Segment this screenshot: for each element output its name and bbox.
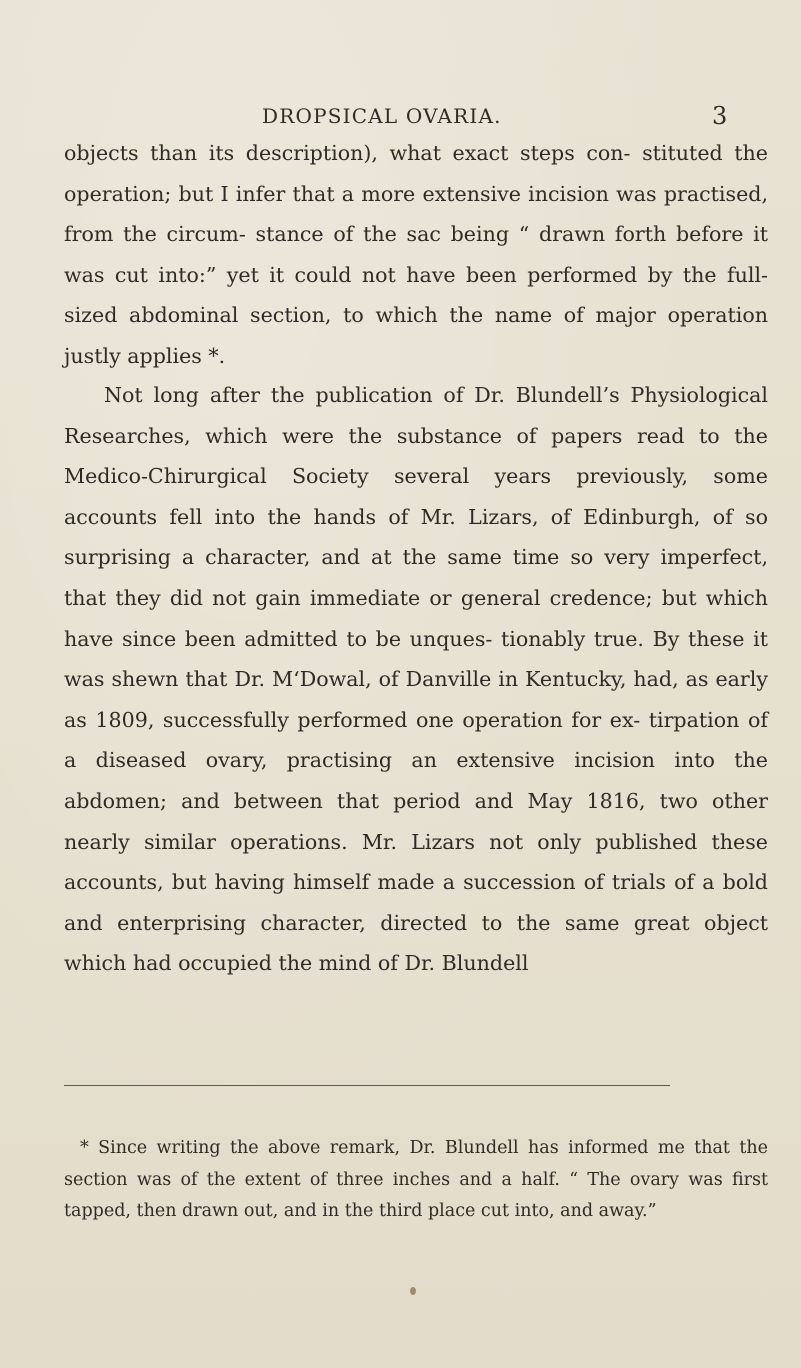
running-title: DROPSICAL OVARIA. — [262, 104, 502, 128]
ink-speck — [410, 1287, 416, 1295]
footnote: * Since writing the above remark, Dr. Blundell has informed me that the section was of the extent of three inches and a half. “ The ovary was first tapped, then drawn out, and in the third place cut into, and away.” — [64, 1138, 768, 1221]
page-number: 3 — [712, 102, 728, 130]
footnote-divider — [64, 1085, 670, 1086]
paragraph-blundell-lizars: Not long after the publication of Dr. Blundell’s Physiological Researches, which were the substance of papers read to the Medico-Chirurgical Society several years previously, some accounts fell into the hands of Mr. Lizars, of Edinburgh, of so surprising a character, and at the same time so very imperfect, that they did not gain immediate or general credence; but which have since been admitted to be unques- tionably true. By these it was shewn that Dr. M‘Dowal, of Danville in Kentucky, had, as early as 1809, successfully performed one operation for ex- tirpation of a diseased ovary, practising an extensive incision into the abdomen; and between that period and May 1816, two other nearly similar operations. Mr. Lizars not only published these accounts, but having himself made a succession of trials of a bold and enterprising character, directed to the same great object which had occupied the mind of Dr. Blundell — [64, 383, 768, 976]
paragraph-continued: objects than its description), what exact steps con- stituted the operation; but I infer that a more extensive incision was practised, from the circum- stance of the sac being “ drawn forth before it was cut into:” yet it could not have been performed by the full-sized abdominal section, to which the name of major operation justly applies *. — [64, 141, 768, 368]
